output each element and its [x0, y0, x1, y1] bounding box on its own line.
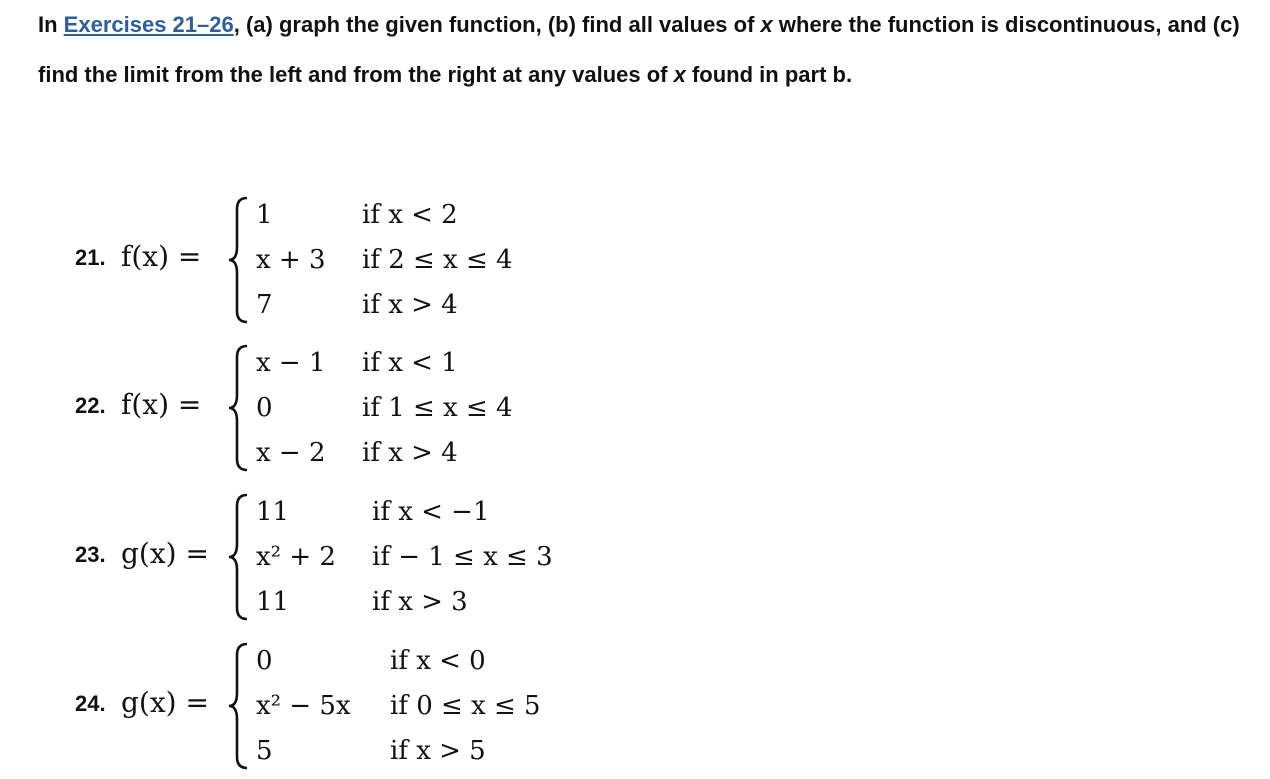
- case-expr: x² − 5x: [256, 691, 351, 721]
- left-brace-icon: [227, 492, 251, 622]
- case-expr: 0: [256, 393, 273, 423]
- exercise-22: [75, 343, 775, 473]
- left-brace-icon: [227, 343, 251, 473]
- case-expr: x² + 2: [256, 542, 336, 572]
- exercise-21: [75, 195, 775, 325]
- left-brace-icon: [227, 195, 251, 325]
- exercise-24: [75, 641, 775, 771]
- case-expr: 11: [256, 497, 290, 527]
- exercise-number: 23.: [75, 542, 106, 567]
- intro-part3: found in part b.: [685, 62, 853, 87]
- case-expr: x − 2: [256, 438, 326, 468]
- case-expr: 7: [256, 290, 273, 320]
- case-expr: 1: [256, 200, 273, 230]
- function-lhs: f(x) =: [121, 240, 202, 273]
- case-expr: x − 1: [256, 348, 326, 378]
- case-condition: if x < 0: [390, 646, 486, 676]
- case-condition: if x < 2: [362, 200, 458, 230]
- intro-prefix: In: [38, 12, 64, 37]
- exercise-23: [75, 492, 775, 622]
- instructions-paragraph: [38, 0, 1248, 100]
- left-brace-icon: [227, 641, 251, 771]
- case-condition: if x > 4: [362, 438, 458, 468]
- case-expr: x + 3: [256, 245, 326, 275]
- exercise-number: 24.: [75, 691, 106, 716]
- case-expr: 0: [256, 646, 273, 676]
- case-expr: 5: [256, 736, 273, 766]
- intro-var2: x: [673, 62, 686, 87]
- intro-var1: x: [760, 12, 773, 37]
- exercise-number: 22.: [75, 393, 106, 418]
- case-condition: if 1 ≤ x ≤ 4: [362, 393, 513, 423]
- case-condition: if x > 3: [372, 587, 468, 617]
- exercises-link[interactable]: Exercises 21–26: [63, 12, 234, 37]
- exercise-number: 21.: [75, 245, 106, 270]
- function-lhs: f(x) =: [121, 388, 202, 421]
- case-condition: if x > 5: [390, 736, 486, 766]
- case-condition: if 0 ≤ x ≤ 5: [390, 691, 541, 721]
- case-condition: if x > 4: [362, 290, 458, 320]
- intro-part2: where the function is discontinuous, and (c) find the limit from the left and from the right at any values of: [38, 12, 1240, 87]
- intro-part1: , (a) graph the given function, (b) find all values of: [233, 12, 761, 37]
- case-condition: if x < −1: [372, 497, 490, 527]
- function-lhs: g(x) =: [121, 686, 209, 719]
- case-expr: 11: [256, 587, 290, 617]
- function-lhs: g(x) =: [121, 537, 209, 570]
- case-condition: if 2 ≤ x ≤ 4: [362, 245, 513, 275]
- case-condition: if x < 1: [362, 348, 458, 378]
- case-condition: if − 1 ≤ x ≤ 3: [372, 542, 553, 572]
